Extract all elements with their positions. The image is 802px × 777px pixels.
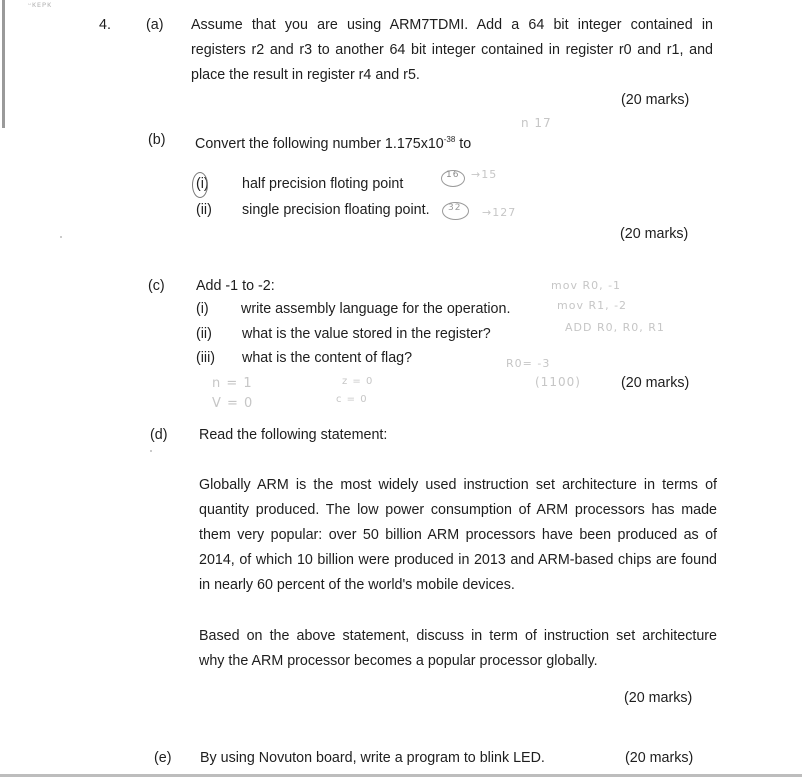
part-d-label: (d) [150,427,168,443]
handwriting-32: 32 [448,203,462,213]
handwriting-16: 16 [446,170,460,180]
handwriting-z-flag: z = 0 [342,376,374,387]
part-b-item-1-num: (i) [196,176,209,192]
part-a-label: (a) [146,17,164,33]
part-d-marks: (20 marks) [624,690,693,706]
part-e-text: By using Novuton board, write a program to blink LED. [200,750,545,766]
handwriting-binary: (1100) [535,375,581,389]
part-c-marks: (20 marks) [621,375,690,391]
part-d-p1-line-4: 2014, of which 10 billion were produced in 2013 and ARM-based chips are found [199,552,717,568]
part-c-title: Add -1 to -2: [196,278,275,294]
part-b-item-1-text: half precision floting point [242,176,404,192]
part-c-label: (c) [148,278,165,294]
question-number: 4. [99,17,111,33]
part-d-p1-line-5: in nearly 60 percent of the world's mobile devices. [199,577,515,593]
part-b-question [195,130,471,154]
part-c-item-1-num: (i) [196,301,209,317]
handwriting-n17: n 17 [521,116,552,130]
part-a-marks: (20 marks) [621,92,690,108]
part-c-item-1-text: write assembly language for the operation. [241,301,511,317]
part-e-marks: (20 marks) [625,750,694,766]
handwriting-n-flag: n = 1 [212,376,253,391]
scan-margin-line [2,0,5,128]
handwriting-add: ADD R0, R0, R1 [565,321,665,334]
part-d-title: Read the following statement: [199,427,388,443]
part-b-text-after: to [455,136,472,152]
header-smudge: ᵕᴋᴇᴘᴋ [28,0,53,9]
handwriting-c-flag: c = 0 [336,394,368,405]
scan-speck [150,450,152,452]
part-c-item-2-num: (ii) [196,326,212,342]
handwriting-r0-result: R0= -3 [506,357,551,370]
part-d-p1-line-2: quantity produced. The low power consumption of ARM processors has made [199,502,717,518]
part-b-label: (b) [148,132,166,148]
pencil-circle-roman-i [192,172,208,198]
part-d-paragraph-2 [199,624,717,674]
part-b-item-2-num: (ii) [196,202,212,218]
part-c-item-2-text: what is the value stored in the register? [242,326,491,342]
part-b-exponent: -38 [443,135,456,144]
part-c-item-3-text: what is the content of flag? [242,350,413,366]
part-a-line-3: place the result in register r4 and r5. [191,67,420,83]
part-d-paragraph-1 [199,473,717,598]
part-d-p1-line-3: them very popular: over 50 billion ARM processors have been produced as of [199,527,717,543]
scan-speck [60,236,62,238]
handwriting-mov-r0: mov R0, -1 [551,279,622,292]
handwriting-v-flag: V = 0 [212,396,254,411]
part-e-label: (e) [154,750,172,766]
part-d-p2-line-2: why the ARM processor becomes a popular processor globally. [199,653,598,669]
part-b-marks: (20 marks) [620,226,689,242]
handwriting-arrow-127: →127 [482,206,517,219]
part-b-text-before: Convert the following number 1.175x10 [195,136,444,152]
part-a-text [191,13,713,88]
part-d-p1-line-1: Globally ARM is the most widely used instruction set architecture in terms of [199,477,717,493]
part-b-item-2-text: single precision floating point. [242,202,430,218]
handwriting-arrow-15: →15 [471,168,498,181]
part-c-item-3-num: (iii) [196,350,216,366]
handwriting-mov-r1: mov R1, -2 [557,299,628,312]
part-a-line-1: Assume that you are using ARM7TDMI. Add a 64 bit integer contained in [191,17,713,33]
part-a-line-2: registers r2 and r3 to another 64 bit integer contained in register r0 and r1, and [191,42,713,58]
part-d-p2-line-1: Based on the above statement, discuss in term of instruction set architecture [199,628,717,644]
